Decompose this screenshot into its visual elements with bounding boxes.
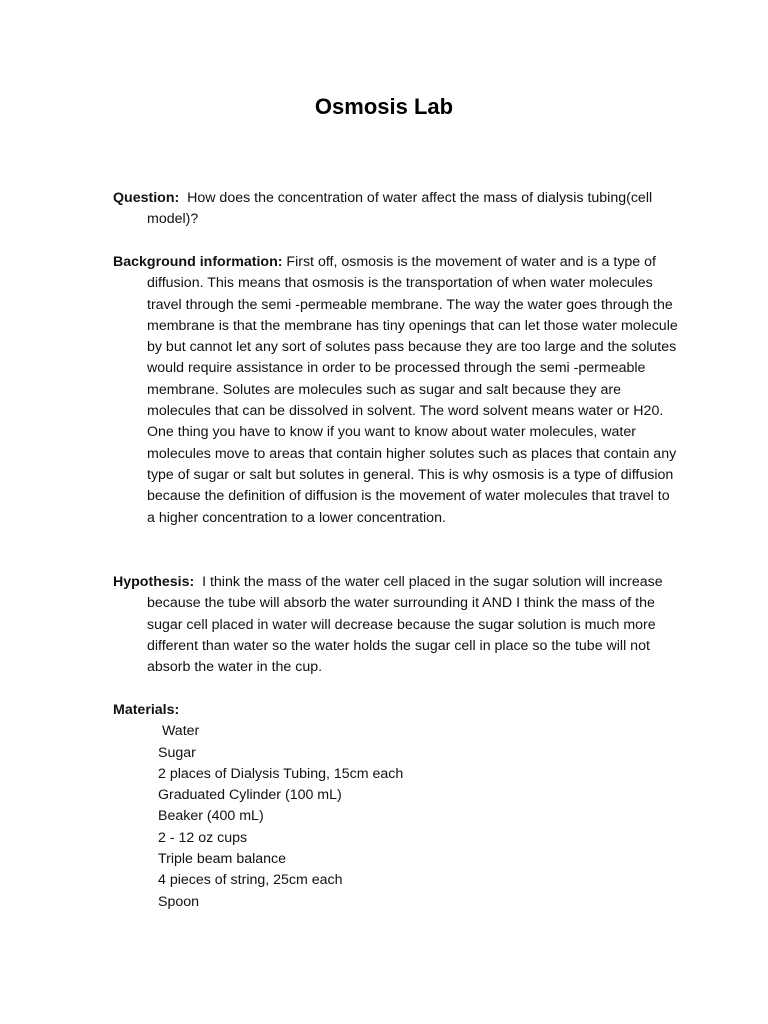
background-label: Background information: [113,254,283,270]
question-label: Question: [113,190,180,206]
list-item: Sugar [158,744,196,761]
hypothesis-section [113,572,679,678]
background-paragraph [113,252,679,529]
hypothesis-label: Hypothesis: [113,574,195,590]
list-item: Water [158,723,200,740]
question-section [113,188,679,231]
list-item: Beaker (400 mL) [158,808,264,825]
materials-section [113,700,679,913]
question-text: How does the concentration of water affect the mass of dialysis tubing(cell model)? [147,190,653,228]
list-item: 2 places of Dialysis Tubing, 15cm each [158,765,404,782]
hypothesis-paragraph [113,572,679,678]
list-item: Spoon [158,893,200,910]
background-text: First off, osmosis is the movement of water and is a type of diffusion. This means that osmosis is the transportation of when water molecules travel through the semi -permeable membrane. The way the water goes through the membrane is that the membrane has tiny openings that can let those water molecule by but cannot let any sort of solutes pass because they are too large and the solutes would require assistance in order to be processed through the semi -permeable membrane. Solutes are molecules such as sugar and salt because they are molecules that can be dissolved in solvent. The word solvent means water or H20. One thing you have to know if you want to know about water molecules, water molecules move to areas that contain higher solutes such as places that contain any type of sugar or salt but solutes in general. This is why osmosis is a type of diffusion because the definition of diffusion is the movement of water molecules that travel to a higher concentration to a lower concentration. [147,254,678,526]
list-item: 2 - 12 oz cups [158,829,248,846]
materials-label: Materials: [113,702,180,718]
list-item: Triple beam balance [158,851,287,868]
page-title: Osmosis Lab [314,94,454,119]
question-paragraph [113,188,679,231]
list-item: Graduated Cylinder (100 mL) [158,787,342,804]
list-item: 4 pieces of string, 25cm each [158,872,343,889]
hypothesis-text: I think the mass of the water cell placed in the sugar solution will increase because the tube will absorb the water surrounding it AND I think the mass of the sugar cell placed in water will decrease because the sugar solution is much more different than water so the water holds the sugar cell in place so the tube will not absorb the water in the cup. [147,574,663,676]
background-section [113,252,679,529]
materials-list [113,721,679,913]
